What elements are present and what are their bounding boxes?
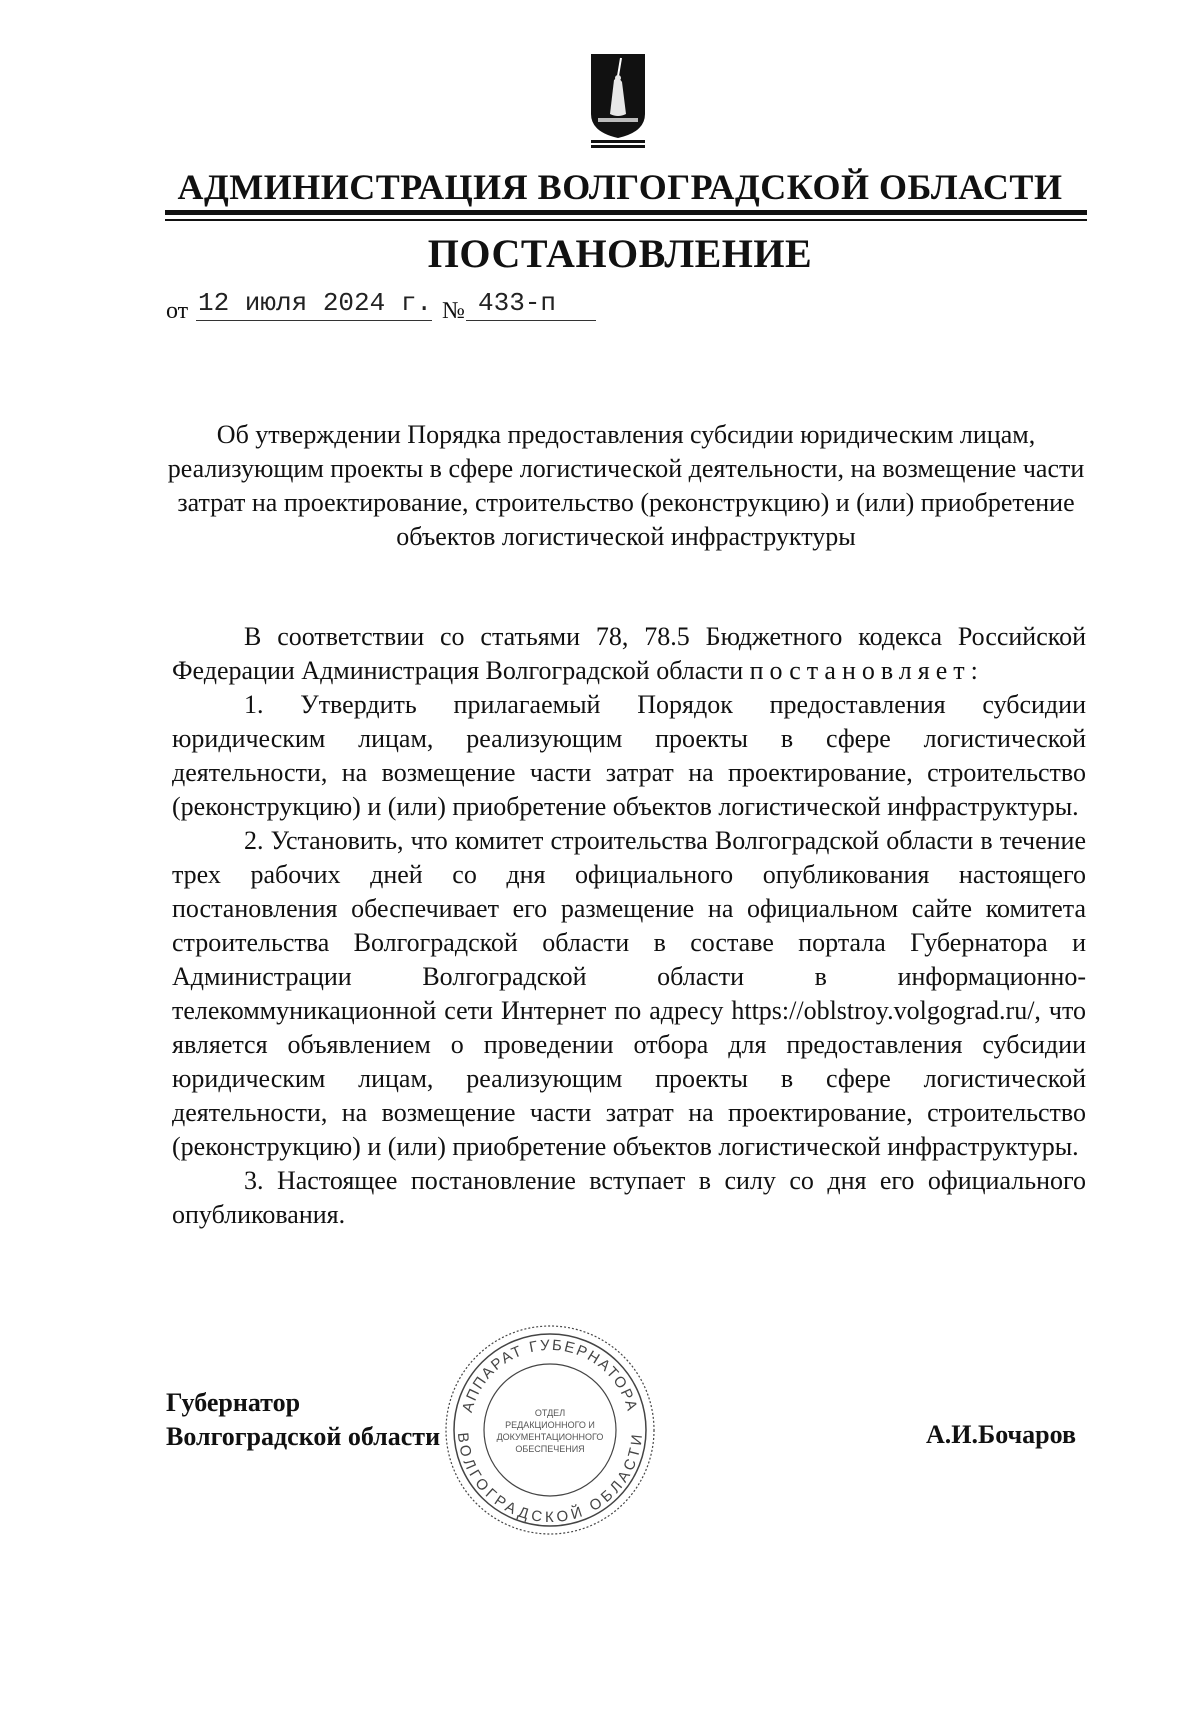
item-3: 3. Настоящее постановление вступает в силу со дня его официального опубликования. xyxy=(172,1166,1086,1229)
date-value: 12 июля 2024 г. xyxy=(198,288,433,318)
signatory-position xyxy=(166,1386,440,1454)
date-underline xyxy=(196,320,432,321)
header-divider-thin xyxy=(165,219,1087,221)
svg-text:ОТДЕЛ: ОТДЕЛ xyxy=(534,1408,566,1418)
document-requisites xyxy=(166,288,626,324)
signatory-name: А.И.Бочаров xyxy=(926,1420,1077,1449)
coat-of-arms-icon xyxy=(588,52,648,150)
number-value: 433-п xyxy=(478,288,557,318)
organization-name: АДМИНИСТРАЦИЯ ВОЛГОГРАДСКОЙ ОБЛАСТИ xyxy=(177,167,1063,207)
svg-text:АППАРАТ ГУБЕРНАТОРА: АППАРАТ ГУБЕРНАТОРА xyxy=(459,1336,641,1415)
number-label: № xyxy=(442,298,465,324)
official-seal-stamp xyxy=(440,1320,660,1540)
svg-text:РЕДАКЦИОННОГО И: РЕДАКЦИОННОГО И xyxy=(505,1420,595,1430)
preamble-text: В соответствии со статьями 78, 78.5 Бюджетного кодекса Российской Федерации Администрация Волгоградской области xyxy=(172,622,1086,685)
preamble-paragraph xyxy=(172,620,1086,688)
preamble-action: постановляет: xyxy=(749,656,984,685)
header-divider-thick xyxy=(165,210,1087,215)
svg-text:ОБЕСПЕЧЕНИЯ: ОБЕСПЕЧЕНИЯ xyxy=(515,1444,585,1454)
svg-text:ДОКУМЕНТАЦИОННОГО: ДОКУМЕНТАЦИОННОГО xyxy=(496,1432,604,1442)
document-body xyxy=(172,620,1086,1232)
date-label: от xyxy=(166,298,189,324)
position-line-2: Волгоградской области xyxy=(166,1422,441,1451)
document-type: ПОСТАНОВЛЕНИЕ xyxy=(427,231,813,276)
position-line-1: Губернатор xyxy=(166,1388,301,1417)
document-title: Об утверждении Порядка предоставления субсидии юридическим лицам, реализующим проекты в сфере логистической деятельности, на возмещение части затрат на проектирование, строительство (реконструкцию) и (или) приобретение объектов логистической инфраструктуры xyxy=(167,420,1085,551)
item-2: 2. Установить, что комитет строительства Волгоградской области в течение трех рабочих дней со дня официального опубликования настоящего постановления обеспечивает его размещение на официальном сайте комитета строительства Волгоградской области в составе портала Губернатора и Администрации Волгоградской области в информационно-телекоммуникационной сети Интернет по адресу https://oblstroy.volgograd.ru/, что является объявлением о проведении отбора для предоставления субсидии юридическим лицам, реализующим проекты в сфере логистической деятельности, на возмещение части затрат на проектирование, строительство (реконструкцию) и (или) приобретение объектов логистической инфраструктуры. xyxy=(172,826,1086,1161)
svg-text:ВОЛГОГРАДСКОЙ ОБЛАСТИ: ВОЛГОГРАДСКОЙ ОБЛАСТИ xyxy=(453,1431,647,1527)
item-1: 1. Утвердить прилагаемый Порядок предоставления субсидии юридическим лицам, реализующим проекты в сфере логистической деятельности, на возмещение части затрат на проектирование, строительство (реконструкцию) и (или) приобретение объектов логистической инфраструктуры. xyxy=(172,690,1086,821)
number-underline xyxy=(466,320,596,321)
